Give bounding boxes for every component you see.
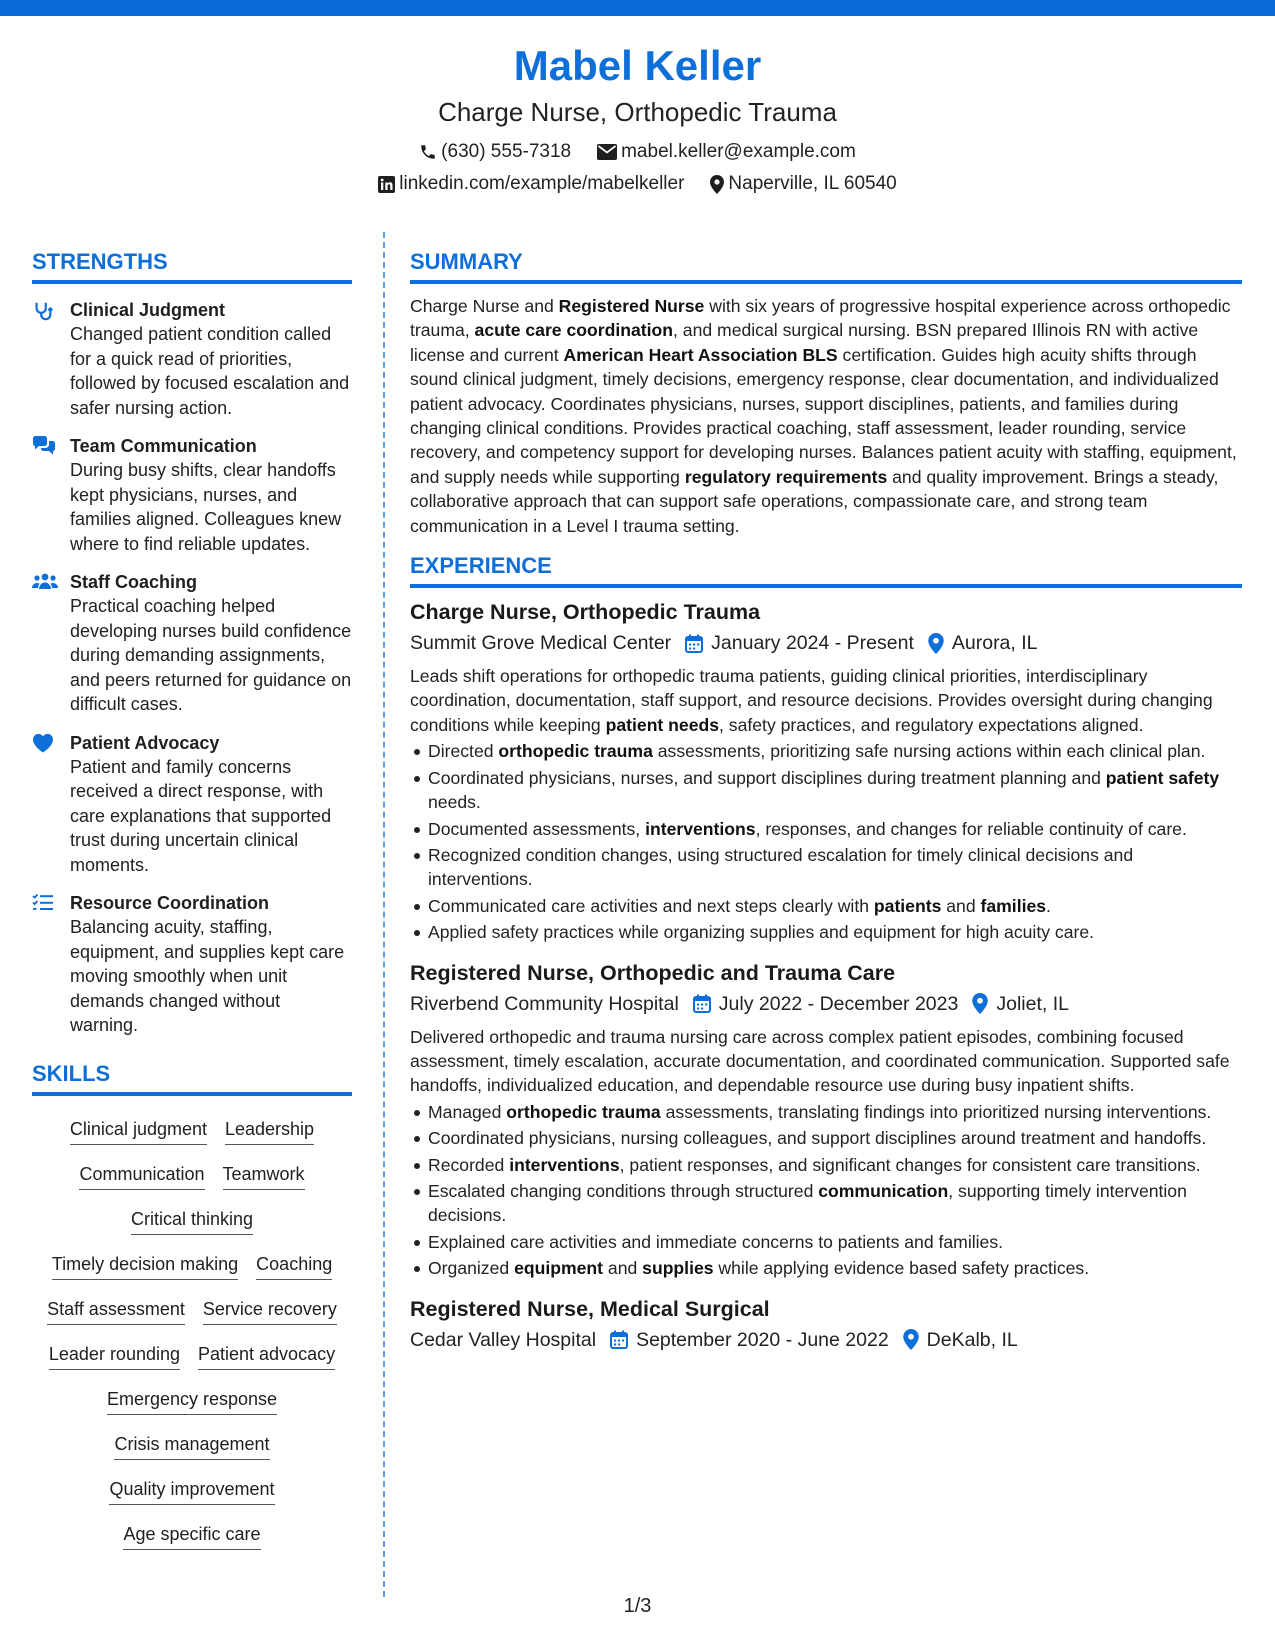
skill-row: [32, 1241, 352, 1286]
map-pin-icon: [903, 1329, 919, 1350]
strength-item: [32, 434, 352, 556]
candidate-name: Mabel Keller: [513, 42, 762, 89]
job-description: Leads shift operations for orthopedic trauma patients, guiding clinical priorities, interdisciplinary coordination, documentation, staff support, and resource decisions. Provides oversight during changing conditions while keeping patient needs, safety practices, and regulatory expectations aligned.: [410, 666, 1213, 735]
job-meta: [410, 630, 1242, 656]
job-location: Aurora, IL: [951, 632, 1038, 655]
chat-bubbles-icon: [32, 434, 70, 556]
job-location: DeKalb, IL: [926, 1328, 1018, 1351]
job-bullet: Documented assessments, interventions, responses, and changes for reliable continuity of care.: [410, 817, 1242, 841]
job-bullet: Explained care activities and immediate concerns to patients and families.: [410, 1230, 1242, 1254]
linkedin-text[interactable]: linkedin.com/example/mabelkeller: [399, 173, 685, 194]
job-bullet: Organized equipment and supplies while applying evidence based safety practices.: [410, 1256, 1242, 1280]
people-group-icon: [32, 570, 70, 717]
job-entry: [410, 959, 1242, 1281]
location-contact: [710, 172, 896, 196]
skill-row: [32, 1286, 352, 1331]
skill-row: [32, 1511, 352, 1556]
strength-item: [32, 891, 352, 1038]
job-bullets: [410, 739, 1242, 944]
phone-text: (630) 555-7318: [441, 141, 572, 162]
skill-row: [32, 1151, 352, 1196]
skill-tag: Coaching: [256, 1253, 332, 1280]
skill-tag: Emergency response: [107, 1388, 277, 1415]
bold-keyword: equipment: [514, 1258, 604, 1279]
job-dates: January 2024 - Present: [711, 632, 914, 655]
job-title: Registered Nurse, Medical Surgical: [410, 1296, 770, 1321]
skill-row: [32, 1106, 352, 1151]
map-pin-icon: [710, 175, 724, 194]
heart-icon: [32, 731, 70, 878]
skill-tag: Quality improvement: [109, 1478, 274, 1505]
skill-tag: Staff assessment: [47, 1298, 185, 1325]
strength-title: Staff Coaching: [70, 572, 198, 592]
bold-keyword: acute care coordination: [474, 320, 674, 341]
checklist-icon: [32, 891, 70, 1038]
bold-keyword: American Heart Association BLS: [563, 344, 838, 365]
job-bullet: Coordinated physicians, nursing colleagues, and support disciplines around treatment and handoffs.: [410, 1126, 1242, 1150]
skill-row: [32, 1466, 352, 1511]
skill-row: [32, 1421, 352, 1466]
strength-title: Team Communication: [70, 436, 257, 456]
bold-keyword: orthopedic trauma: [498, 741, 653, 762]
strength-desc: Patient and family concerns received a direct response, with care explanations that supported trust during uncertain clinical moments.: [70, 756, 332, 875]
job-bullet: Escalated changing conditions through structured communication, supporting timely intervention decisions.: [410, 1179, 1242, 1228]
bold-keyword: interventions: [645, 818, 756, 839]
skills-list: [32, 1106, 352, 1556]
job-bullet: Applied safety practices while organizing supplies and equipment for high acuity care.: [410, 920, 1242, 944]
linkedin-icon: [378, 176, 395, 193]
skill-tag: Patient advocacy: [198, 1343, 335, 1370]
strength-desc: Practical coaching helped developing nurses build confidence during demanding assignments, and peers returned for guidance on difficult cases.: [70, 596, 352, 714]
left-column: [32, 248, 352, 1556]
bold-keyword: supplies: [642, 1258, 714, 1279]
job-bullet: Recognized condition changes, using structured escalation for timely clinical decisions and interventions.: [410, 843, 1242, 892]
summary-heading: SUMMARY: [410, 248, 1242, 284]
strength-item: [32, 731, 352, 878]
calendar-icon: [610, 1330, 628, 1349]
skill-tag: Critical thinking: [131, 1208, 253, 1235]
phone-icon: [419, 143, 437, 161]
skill-row: [32, 1331, 352, 1376]
job-dates: September 2020 - June 2022: [636, 1328, 889, 1351]
bold-keyword: regulatory requirements: [684, 466, 888, 487]
job-bullets: [410, 1100, 1242, 1281]
bold-keyword: patients: [873, 895, 942, 916]
strength-desc: During busy shifts, clear handoffs kept physicians, nurses, and families aligned. Colleagues knew where to find reliable updates.: [70, 460, 342, 554]
bold-keyword: families: [980, 895, 1047, 916]
job-title: Registered Nurse, Orthopedic and Trauma Care: [410, 960, 896, 985]
skill-tag: Leader rounding: [49, 1343, 180, 1370]
job-entry: [410, 598, 1242, 944]
strength-item: [32, 298, 352, 420]
page-indicator: 1/3: [623, 1595, 652, 1617]
location-text: Naperville, IL 60540: [728, 173, 897, 194]
job-bullet: Coordinated physicians, nurses, and support disciplines during treatment planning and patient safety needs.: [410, 766, 1242, 815]
job-meta: [410, 991, 1242, 1017]
phone-contact: [419, 140, 571, 164]
strength-item: [32, 570, 352, 717]
strength-title: Resource Coordination: [70, 893, 270, 913]
job-bullet: Communicated care activities and next steps clearly with patients and families.: [410, 894, 1242, 918]
contact-row-1: [0, 140, 1275, 164]
skill-tag: Timely decision making: [52, 1253, 238, 1280]
email-contact[interactable]: [597, 140, 856, 164]
column-divider: [383, 232, 385, 1597]
job-bullet: Directed orthopedic trauma assessments, prioritizing safe nursing actions within each clinical plan.: [410, 739, 1242, 763]
skill-row: [32, 1376, 352, 1421]
calendar-icon: [693, 994, 711, 1013]
top-accent-bar: [0, 0, 1275, 16]
job-dates: July 2022 - December 2023: [718, 992, 959, 1015]
job-title: Charge Nurse, Orthopedic Trauma: [410, 600, 761, 625]
employer-name: Cedar Valley Hospital: [410, 1328, 597, 1351]
employer-name: Riverbend Community Hospital: [410, 992, 679, 1015]
strength-desc: Changed patient condition called for a quick read of priorities, followed by focused escalation and safer nursing action.: [70, 324, 350, 418]
map-pin-icon: [972, 993, 988, 1014]
employer-name: Summit Grove Medical Center: [410, 632, 672, 655]
job-location: Joliet, IL: [996, 992, 1069, 1015]
job-description: Delivered orthopedic and trauma nursing care across complex patient episodes, combining focused assessment, timely escalation, accurate documentation, and coordinated communication. Supported safe handoffs, individualized education, and dependable resource use during busy inpatient shifts.: [410, 1026, 1230, 1096]
experience-heading: EXPERIENCE: [410, 552, 1242, 588]
candidate-title: Charge Nurse, Orthopedic Trauma: [438, 97, 837, 127]
experience-section: [410, 552, 1242, 1353]
summary-text: Charge Nurse and Registered Nurse with six years of progressive hospital experience across orthopedic trauma, acute care coordination, and medical surgical nursing. BSN prepared Illinois RN with active license and current American Heart Association BLS certification. Guides high acuity shifts through sound clinical judgment, timely decisions, emergency response, clear documentation, and individualized patient advocacy. Coordinates physicians, nurses, support disciplines, patients, and families during changing clinical conditions. Provides practical coaching, staff assessment, leader rounding, service recovery, and competency support for developing nurses. Balances patient acuity with staffing, equipment, and supply needs while supporting regulatory requirements and quality improvement. Brings a steady, collaborative approach that can support safe operations, compassionate care, and strong team communication in a Level I trauma setting.: [410, 296, 1237, 536]
envelope-icon: [597, 144, 617, 160]
skill-tag: Service recovery: [203, 1298, 337, 1325]
job-bullet: Recorded interventions, patient responses, and significant changes for consistent care transitions.: [410, 1153, 1242, 1177]
bold-keyword: patient needs: [605, 714, 720, 735]
strength-title: Clinical Judgment: [70, 300, 226, 320]
resume-header: [0, 40, 1275, 196]
stethoscope-icon: [32, 298, 70, 420]
skills-heading: SKILLS: [32, 1060, 352, 1096]
skill-tag: Age specific care: [123, 1523, 260, 1550]
bold-keyword: communication: [818, 1180, 949, 1201]
bold-keyword: Registered Nurse: [558, 296, 705, 316]
strengths-heading: STRENGTHS: [32, 248, 352, 284]
linkedin-contact[interactable]: [378, 172, 684, 196]
bold-keyword: interventions: [509, 1154, 620, 1175]
strength-desc: Balancing acuity, staffing, equipment, and supplies kept care moving smoothly when unit demands changed without warning.: [70, 917, 345, 1035]
job-entry: [410, 1295, 1242, 1353]
skill-tag: Crisis management: [114, 1433, 269, 1460]
skill-tag: Leadership: [225, 1118, 314, 1145]
right-column: [410, 248, 1242, 1353]
skill-tag: Communication: [79, 1163, 204, 1190]
bold-keyword: orthopedic trauma: [506, 1101, 661, 1122]
strength-title: Patient Advocacy: [70, 732, 220, 753]
email-text[interactable]: mabel.keller@example.com: [621, 141, 856, 162]
job-meta: [410, 1327, 1242, 1353]
job-bullet: Managed orthopedic trauma assessments, translating findings into prioritized nursing interventions.: [410, 1100, 1242, 1124]
job-list: [410, 598, 1242, 1353]
skill-row: [32, 1196, 352, 1241]
map-pin-icon: [928, 633, 944, 654]
calendar-icon: [685, 634, 703, 653]
bold-keyword: patient safety: [1105, 767, 1220, 788]
skill-tag: Teamwork: [223, 1163, 305, 1190]
contact-row-2: [0, 172, 1275, 196]
skill-tag: Clinical judgment: [70, 1118, 207, 1145]
